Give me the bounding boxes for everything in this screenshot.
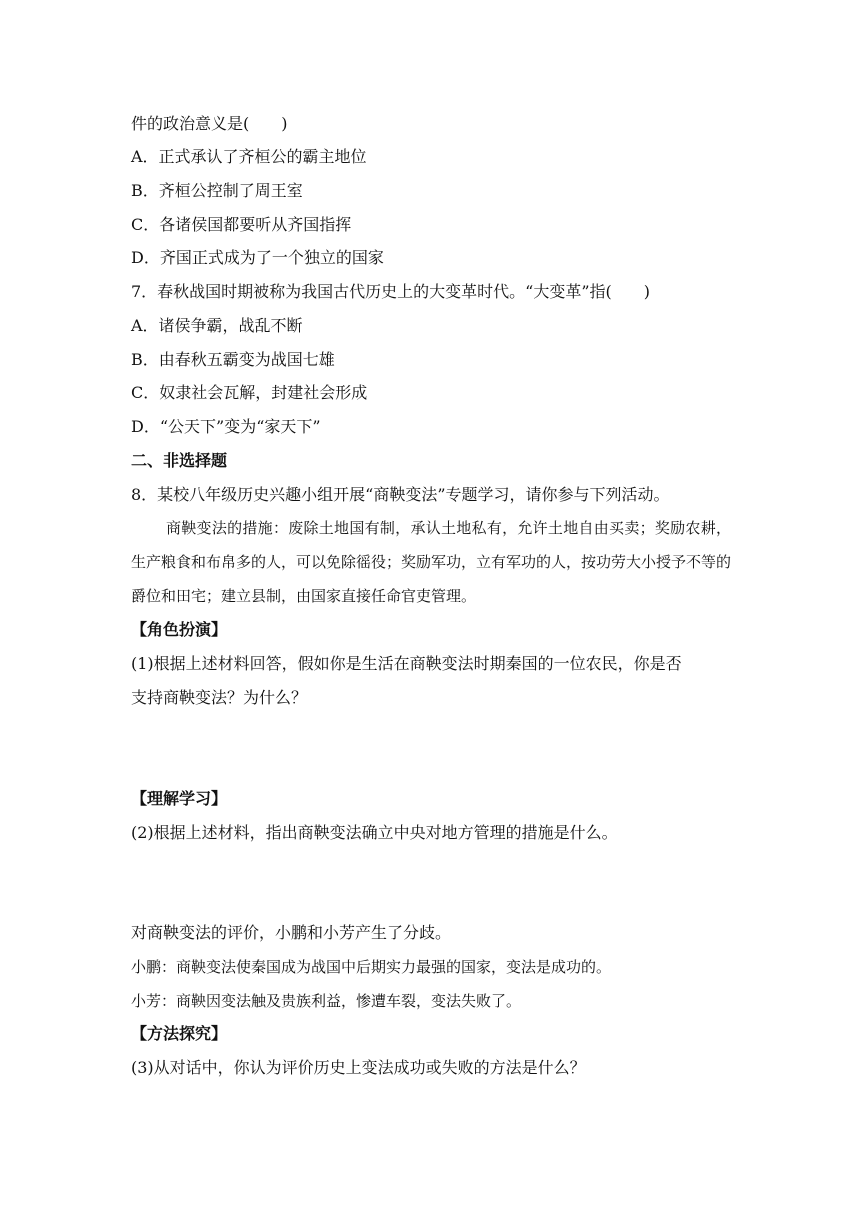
q7-option-d: D．“公天下”变为“家天下” [131, 417, 321, 436]
q6-option-d: D．齐国正式成为了一个独立的国家 [131, 248, 384, 267]
part1-question-line2: 支持商鞅变法？为什么？ [131, 688, 308, 707]
part2-question: (2)根据上述材料，指出商鞅变法确立中央对地方管理的措施是什么。 [131, 823, 618, 842]
q7-option-c: C．奴隶社会瓦解，封建社会形成 [131, 383, 368, 402]
q6-option-b: B．齐桓公控制了周王室 [131, 181, 303, 200]
q6-option-c: C．各诸侯国都要听从齐国指挥 [131, 215, 352, 234]
part3-heading: 【方法探究】 [131, 1024, 228, 1043]
q7-stem: 7．春秋战国时期被称为我国古代历史上的大变革时代。“大变革”指( ) [131, 282, 651, 301]
q7-option-b: B．由春秋五霸变为战国七雄 [131, 350, 335, 369]
debate-intro: 对商鞅变法的评价，小鹏和小芳产生了分歧。 [131, 923, 452, 942]
q7-option-a: A．诸侯争霸，战乱不断 [131, 316, 303, 335]
part3-question: (3)从对话中，你认为评价历史上变法成功或失败的方法是什么？ [131, 1058, 586, 1077]
q8-material-passage: 商鞅变法的措施：废除土地国有制，承认土地私有，允许土地自由买卖；奖励农耕，生产粮食和布帛多的人，可以免除徭役；奖励军功，立有军功的人，按功劳大小授予不等的爵位和田宅；建立县制，由国家直接任命官吏管理。 [131, 519, 732, 605]
part1-question-line1: (1)根据上述材料回答，假如你是生活在商鞅变法时期秦国的一位农民，你是否 [131, 654, 682, 673]
part1-heading: 【角色扮演】 [131, 620, 228, 639]
q6-option-a: A．正式承认了齐桓公的霸主地位 [131, 147, 367, 166]
section-2-title: 二、非选择题 [131, 451, 228, 470]
xiaofang-opinion: 小芳：商鞅因变法触及贵族利益，惨遭车裂，变法失败了。 [131, 992, 522, 1010]
xiaopeng-opinion: 小鹏：商鞅变法使秦国成为战国中后期实力最强的国家，变法是成功的。 [131, 958, 612, 976]
part2-heading: 【理解学习】 [131, 789, 228, 808]
q8-stem: 8．某校八年级历史兴趣小组开展“商鞅变法”专题学习，请你参与下列活动。 [131, 485, 670, 504]
q6-stem-tail: 件的政治意义是( ) [131, 114, 288, 133]
